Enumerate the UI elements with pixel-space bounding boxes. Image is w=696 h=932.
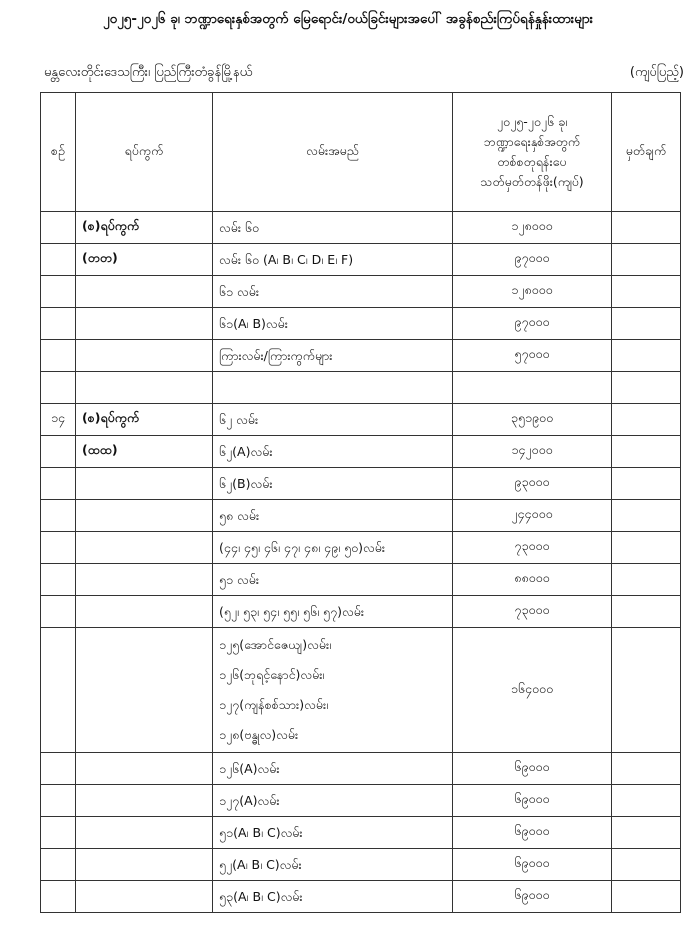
street-name: (၄၄၊ ၄၅၊ ၄၆၊ ၄၇၊ ၄၈၊ ၄၉၊ ၅၀)လမ်း: [219, 539, 386, 555]
row-number: [41, 500, 76, 532]
table-row: [41, 881, 681, 913]
street-name: ၁၂၈(ဗန္ဓုလ)လမ်း: [219, 727, 299, 742]
row-price: ၁၆၄၀၀၀: [453, 628, 612, 753]
row-price: ၆၉၀၀၀: [453, 785, 612, 817]
table-row: [41, 468, 681, 500]
row-price: ၈၈၀၀၀: [453, 564, 612, 596]
row-price: ၆၉၀၀၀: [453, 881, 612, 913]
row-street: [213, 244, 453, 276]
street-name: ၅၂(A၊ B၊ C)လမ်း: [219, 856, 302, 872]
row-street: [213, 628, 453, 753]
table-row: [41, 340, 681, 372]
row-number: [41, 340, 76, 372]
row-price: ၁၂၈၀၀၀: [453, 276, 612, 308]
row-quarter: (စ)ရပ်ကွက်: [76, 212, 213, 244]
row-price: ၂၄၄၀၀၀: [453, 500, 612, 532]
row-remark: [612, 564, 681, 596]
table-row: [41, 564, 681, 596]
row-quarter: [76, 849, 213, 881]
unit-label: (ကျပ်ပြည့်): [629, 65, 684, 80]
row-price: ၁၂၈၀၀၀: [453, 212, 612, 244]
row-number: [41, 753, 76, 785]
row-street: [213, 881, 453, 913]
row-street: [213, 817, 453, 849]
row-number: [41, 596, 76, 628]
row-quarter: [76, 817, 213, 849]
row-quarter: [76, 596, 213, 628]
row-remark: [612, 500, 681, 532]
row-number: [41, 849, 76, 881]
table-row: [41, 372, 681, 404]
location-label: မန္တလေးတိုင်းဒေသကြီး၊ ပြည်ကြီးတံခွန်မြို့နယ်: [44, 65, 253, 80]
row-street: [213, 500, 453, 532]
street-name: ၅၃(A၊ B၊ C)လမ်း: [219, 888, 303, 904]
table-body: [41, 212, 681, 913]
street-name: ၆၂(A)လမ်း: [219, 443, 273, 459]
row-remark: [612, 468, 681, 500]
header-price-line: ၂၀၂၅-၂၀၂၆ ခု၊: [496, 114, 568, 129]
row-number: [41, 468, 76, 500]
table-row: [41, 244, 681, 276]
rate-table: [40, 92, 681, 913]
row-street: [213, 308, 453, 340]
row-quarter: [76, 500, 213, 532]
row-street: [213, 564, 453, 596]
table-row: [41, 436, 681, 468]
table-row: [41, 596, 681, 628]
row-street: [213, 753, 453, 785]
street-name: ၁၂၅(အောင်ဇေယျ)လမ်း၊: [219, 637, 332, 652]
row-remark: [612, 276, 681, 308]
street-name: ၁၂၇(ကျန်စစ်သား)လမ်း၊: [219, 697, 329, 712]
row-quarter: [76, 308, 213, 340]
row-remark: [612, 244, 681, 276]
row-price: ၁၄၂၀၀၀: [453, 436, 612, 468]
table-row: [41, 849, 681, 881]
row-price: ၃၅၁၉၀၀: [453, 404, 612, 436]
header-no: စဉ်: [41, 93, 76, 212]
row-quarter: [76, 785, 213, 817]
table-row: [41, 308, 681, 340]
row-number: [41, 276, 76, 308]
row-remark: [612, 212, 681, 244]
row-quarter: [76, 340, 213, 372]
row-remark: [612, 372, 681, 404]
row-quarter: [76, 372, 213, 404]
row-quarter: [76, 881, 213, 913]
row-quarter: (တတ): [76, 244, 213, 276]
row-street: [213, 436, 453, 468]
row-number: [41, 212, 76, 244]
row-street: [213, 596, 453, 628]
row-quarter: [76, 276, 213, 308]
street-name: လမ်း ၆၀ (A၊ B၊ C၊ D၊ E၊ F): [219, 251, 354, 267]
row-price: ၉၇၀၀၀: [453, 308, 612, 340]
row-price: [453, 372, 612, 404]
row-street: [213, 212, 453, 244]
street-name: ၅၁ လမ်း: [219, 571, 260, 587]
header-price: [453, 93, 612, 212]
row-remark: [612, 340, 681, 372]
row-street: [213, 468, 453, 500]
row-price: ၇၃၀၀၀: [453, 596, 612, 628]
street-name: ၆၁ လမ်း: [219, 283, 260, 299]
street-name: (၅၂၊ ၅၃၊ ၅၄၊ ၅၅၊ ၅၆၊ ၅၇)လမ်း: [219, 603, 365, 619]
row-remark: [612, 817, 681, 849]
table-row: [41, 212, 681, 244]
row-remark: [612, 881, 681, 913]
header-quarter: ရပ်ကွက်: [76, 93, 213, 212]
table-row: [41, 628, 681, 753]
header-remark: မှတ်ချက်: [612, 93, 681, 212]
row-remark: [612, 436, 681, 468]
street-name: ကြားလမ်း/ကြားကွက်များ: [219, 347, 333, 363]
street-name: ၆၁(A၊ B)လမ်း: [219, 315, 288, 331]
row-number: [41, 564, 76, 596]
row-number: [41, 436, 76, 468]
row-street: [213, 532, 453, 564]
row-remark: [612, 404, 681, 436]
row-street: [213, 785, 453, 817]
row-quarter: [76, 532, 213, 564]
row-number: [41, 817, 76, 849]
table-row: [41, 500, 681, 532]
street-name: ၁၂၆(A)လမ်း: [219, 760, 280, 776]
row-number: [41, 785, 76, 817]
table-row: [41, 532, 681, 564]
row-street: [213, 276, 453, 308]
header-price-line: ဘဏ္ဍာရေးနှစ်အတွက်: [483, 134, 581, 149]
table-header-row: [41, 93, 681, 212]
row-price: ၉၇၀၀၀: [453, 244, 612, 276]
row-remark: [612, 785, 681, 817]
row-remark: [612, 849, 681, 881]
street-name: ၆၂(B)လမ်း: [219, 475, 273, 491]
row-number: [41, 244, 76, 276]
street-name: ၅၈ လမ်း: [219, 507, 260, 523]
row-price: ၉၃၀၀၀: [453, 468, 612, 500]
row-street: [213, 404, 453, 436]
row-number: [41, 881, 76, 913]
row-quarter: [76, 628, 213, 753]
row-remark: [612, 308, 681, 340]
header-price-line: သတ်မှတ်တန်ဖိုး(ကျပ်): [480, 174, 584, 189]
table-row: [41, 753, 681, 785]
header-price-line: တစ်စတုရန်းပေ: [497, 154, 567, 169]
row-number: [41, 628, 76, 753]
table-row: [41, 276, 681, 308]
table-row: [41, 404, 681, 436]
document-title: ၂၀၂၅-၂၀၂၆ ခု၊ ဘဏ္ဍာရေးနှစ်အတွက် မြေရောင်း/ဝယ်ခြင်းများအပေါ် အခွန်စည်းကြပ်ရန်နှုန်းထားများ: [102, 11, 594, 27]
row-number: [41, 372, 76, 404]
row-street: [213, 340, 453, 372]
row-number: [41, 308, 76, 340]
street-name: ၅၁(A၊ B၊ C)လမ်း: [219, 824, 303, 840]
row-price: ၇၃၀၀၀: [453, 532, 612, 564]
street-name: လမ်း ၆၀: [219, 219, 260, 235]
row-price: ၆၉၀၀၀: [453, 817, 612, 849]
row-price: ၆၉၀၀၀: [453, 849, 612, 881]
row-number: [41, 532, 76, 564]
row-number: ၁၄: [41, 404, 76, 436]
street-name: ၁၂၆(ဘုရင့်နောင်)လမ်း၊: [219, 667, 325, 682]
row-remark: [612, 753, 681, 785]
row-quarter: [76, 753, 213, 785]
row-remark: [612, 596, 681, 628]
row-price: ၅၇၀၀၀: [453, 340, 612, 372]
row-quarter: [76, 468, 213, 500]
row-quarter: (စ)ရပ်ကွက်: [76, 404, 213, 436]
row-remark: [612, 532, 681, 564]
row-quarter: (ထထ): [76, 436, 213, 468]
row-remark: [612, 628, 681, 753]
table-row: [41, 785, 681, 817]
street-name: ၆၂ လမ်း: [219, 411, 259, 427]
row-street: [213, 849, 453, 881]
header-street: လမ်းအမည်: [213, 93, 453, 212]
street-name: ၁၂၇(A)လမ်း: [219, 792, 280, 808]
table-row: [41, 817, 681, 849]
row-price: ၆၉၀၀၀: [453, 753, 612, 785]
row-quarter: [76, 564, 213, 596]
row-street: [213, 372, 453, 404]
